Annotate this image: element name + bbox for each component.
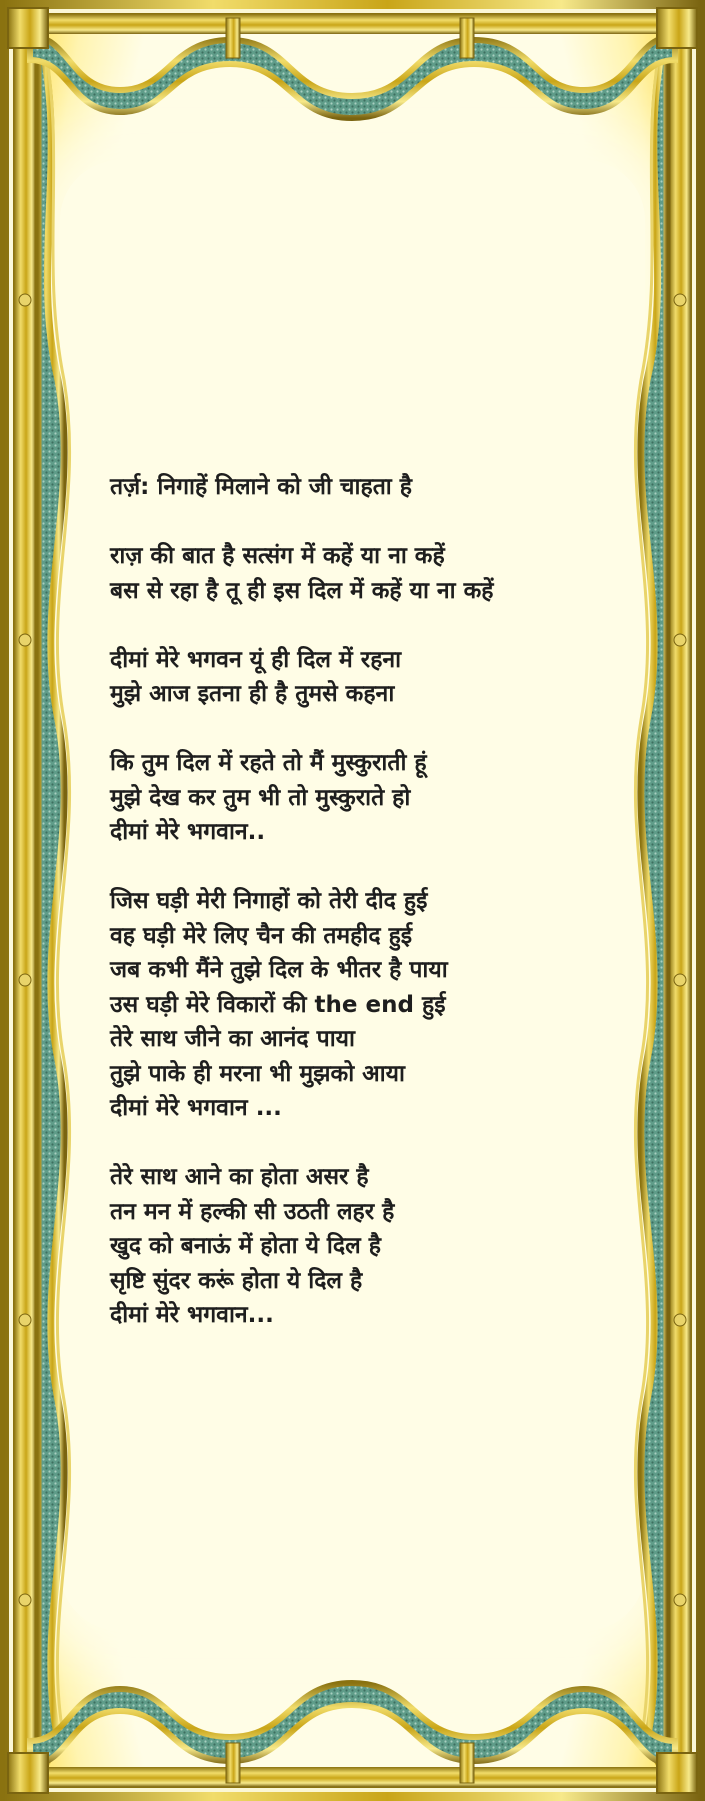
poem-line: दीमां मेरे भगवान.. [110,819,266,845]
poem-line: बस से रहा है तू ही इस दिल में कहें या ना कहें [110,577,494,604]
tune-title: तर्ज़: निगाहें मिलाने को जी चाहता है [110,474,412,500]
poem-text [110,470,580,1367]
poem-line: कि तुम दिल में रहते तो मैं मुस्कुराती हूं [110,750,427,776]
poem-line: वह घड़ी मेरे लिए चैन की तमहीद हुई [110,922,413,949]
stanza-1 [110,539,580,608]
poem-line: दीमां मेरे भगवान... [110,1302,274,1328]
poem-line: तन मन में हल्की सी उठती लहर है [110,1198,395,1225]
poem-line: तेरे साथ आने का होता असर है [110,1164,369,1190]
poem-line: खुद को बनाऊं में होता ये दिल है [110,1233,381,1259]
poem-line: मुझे आज इतना ही है तुमसे कहना [110,681,395,707]
poem-line: दीमां मेरे भगवान ... [110,1095,282,1121]
poem-line: दीमां मेरे भगवन यूं ही दिल में रहना [110,646,402,673]
stanza-4 [110,884,580,1126]
poem-line: सृष्टि सुंदर करूं होता ये दिल है [110,1267,363,1294]
poem-line: मुझे देख कर तुम भी तो मुस्कुराते हो [110,784,411,811]
tune-line [110,470,580,505]
stanza-3 [110,746,580,850]
poem-line: तेरे साथ जीने का आनंद पाया [110,1026,355,1052]
poem-line: जब कभी मैंने तुझे दिल के भीतर है पाया [110,957,448,983]
poem-line: जिस घड़ी मेरी निगाहों को तेरी दीद हुई [110,888,428,914]
poem-line: तुझे पाके ही मरना भी मुझको आया [110,1060,405,1087]
poem-line: राज़ की बात है सत्संग में कहें या ना कहें [110,543,445,569]
poem-line: उस घड़ी मेरे विकारों की the end हुई [110,991,446,1018]
stanza-2 [110,643,580,712]
stanza-5 [110,1160,580,1333]
